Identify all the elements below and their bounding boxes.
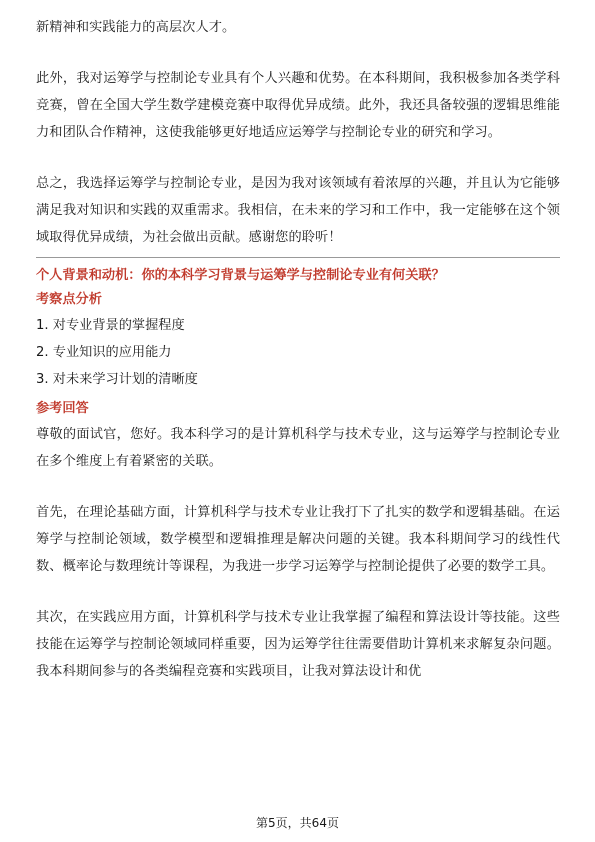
answer-heading: 参考回答	[36, 401, 89, 416]
answer-paragraph-1: 尊敬的面试官，您好。我本科学习的是计算机科学与技术专业，这与运筹学与控制论专业在多个维度上有着紧密的关联。	[36, 427, 560, 469]
intro-paragraph-1: 新精神和实践能力的高层次人才。	[36, 20, 236, 35]
interview-question: 个人背景和动机：你的本科学习背景与运筹学与控制论专业有何关联？	[36, 268, 445, 283]
intro-paragraph-3: 总之，我选择运筹学与控制论专业，是因为我对该领域有着浓厚的兴趣，并且认为它能够满足我对知识和实践的双重需求。我相信，在未来的学习和工作中，我一定能够在这个领域取得优异成绩，为社会做出贡献。感谢您的聆听！	[36, 176, 560, 245]
analysis-list	[36, 312, 560, 393]
analysis-item: 2. 专业知识的应用能力	[36, 345, 172, 360]
document-page	[36, 14, 560, 685]
page-number: 第5页，共64页	[256, 816, 339, 830]
intro-paragraph-2: 此外，我对运筹学与控制论专业具有个人兴趣和优势。在本科期间，我积极参加各类学科竞赛，曾在全国大学生数学建模竞赛中取得优异成绩。此外，我还具备较强的逻辑思维能力和团队合作精神，这使我能够更好地适应运筹学与控制论专业的研究和学习。	[36, 71, 560, 140]
analysis-item: 1. 对专业背景的掌握程度	[36, 318, 185, 333]
analysis-item: 3. 对未来学习计划的清晰度	[36, 372, 198, 387]
analysis-heading: 考察点分析	[36, 292, 102, 307]
answer-paragraph-3: 其次，在实践应用方面，计算机科学与技术专业让我掌握了编程和算法设计等技能。这些技能在运筹学与控制论领域同样重要，因为运筹学往往需要借助计算机来求解复杂问题。我本科期间参与的各类编程竞赛和实践项目，让我对算法设计和优	[36, 610, 560, 679]
section-divider	[36, 257, 560, 258]
answer-paragraph-2: 首先，在理论基础方面，计算机科学与技术专业让我打下了扎实的数学和逻辑基础。在运筹学与控制论领域，数学模型和逻辑推理是解决问题的关键。我本科期间学习的线性代数、概率论与数理统计等课程，为我进一步学习运筹学与控制论提供了必要的数学工具。	[36, 505, 560, 574]
